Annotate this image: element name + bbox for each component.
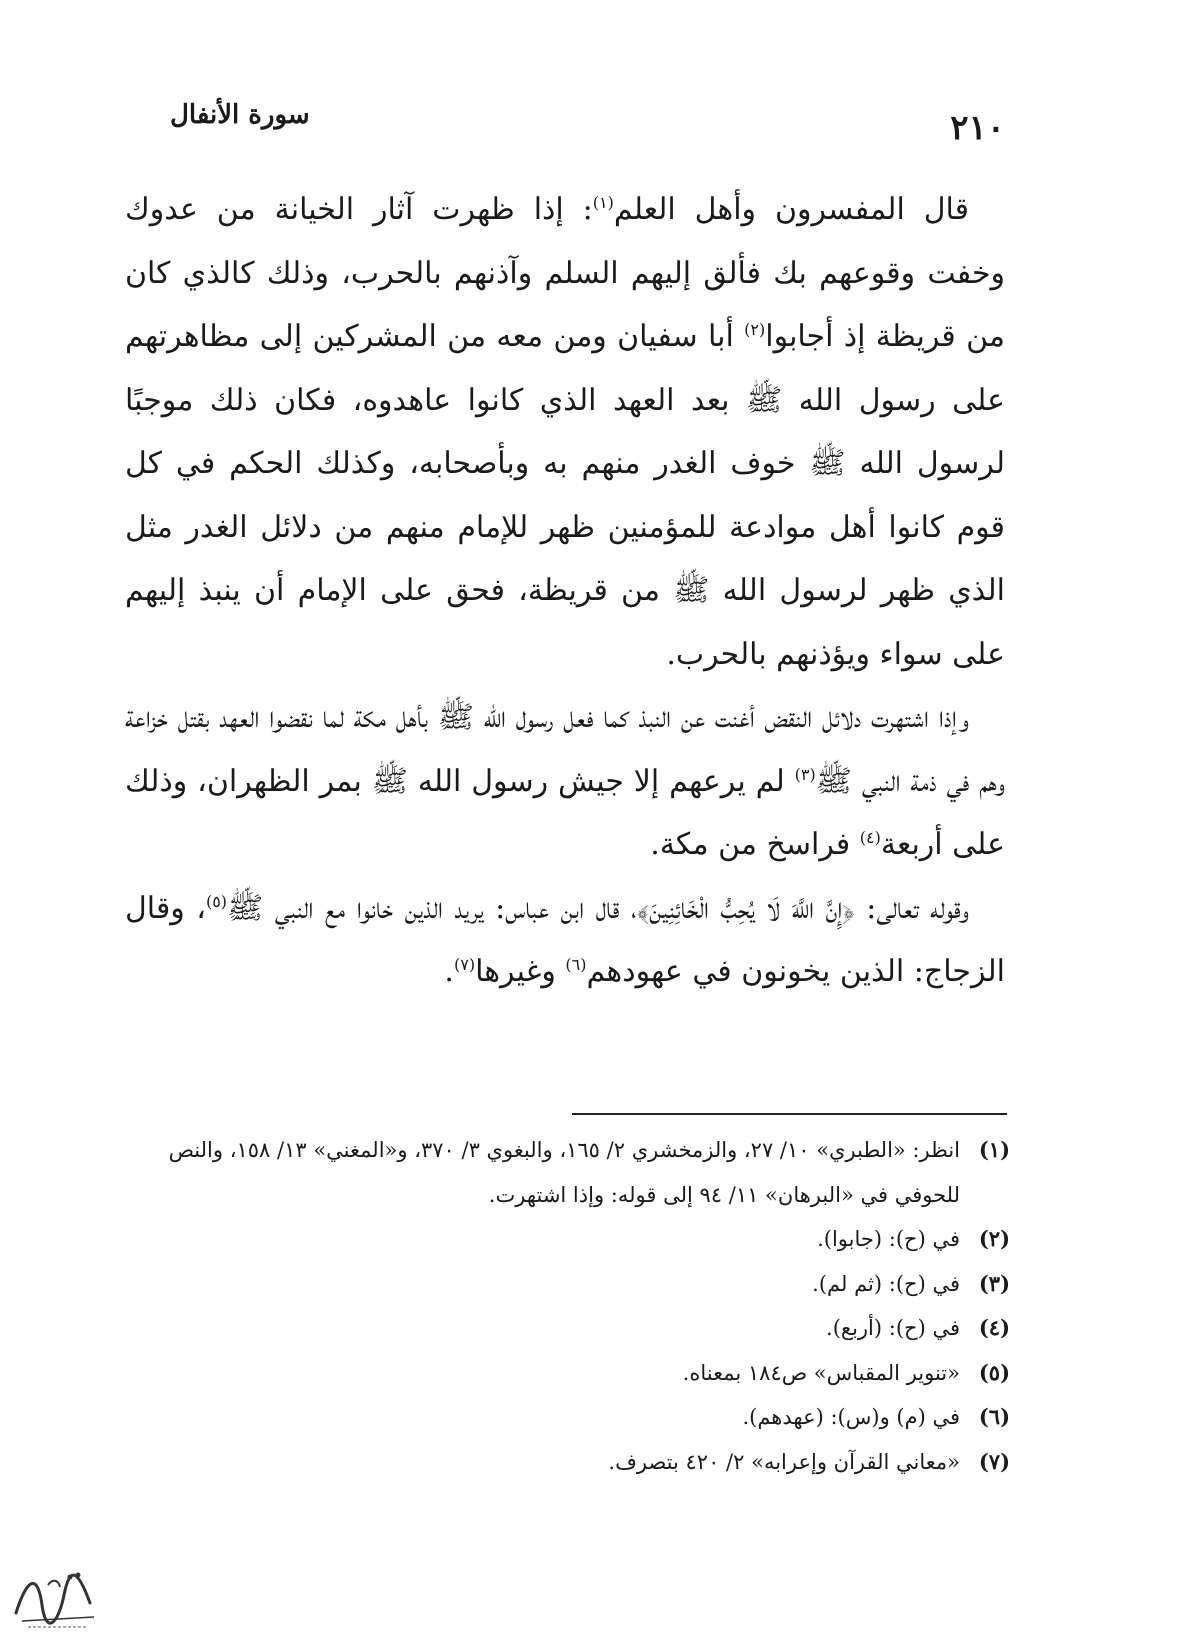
footnote-4 <box>135 1306 1010 1351</box>
footnote-ref-3[interactable]: (٣) <box>794 764 816 784</box>
footnote-1 <box>135 1128 1010 1217</box>
footnote-number: (٢) <box>978 1226 1010 1251</box>
main-text <box>125 178 1005 1004</box>
page-header <box>170 100 1005 160</box>
text-run: . <box>444 954 454 989</box>
text-run: ، وقال الزجاج: الذين يخونون في عهودهم <box>125 890 1005 989</box>
text-run: فراسخ من مكة. <box>650 827 860 862</box>
text-run: وإذا اشتهرت دلائل النقض أغنت عن النبذ كما فعل رسول الله ﷺ بأهل مكة لما نقضوا العهد بقتل خزاعة وهم في ذمة النبي ﷺ <box>125 700 1005 799</box>
footnote-ref-5[interactable]: (٥) <box>205 891 228 911</box>
footnote-text: «معاني القرآن وإعرابه» ٢/ ٤٢٠ بتصرف. <box>608 1449 960 1474</box>
footnote-ref-6[interactable]: (٦) <box>565 955 587 974</box>
footnote-text: في (ح): (أربع). <box>826 1316 960 1340</box>
paragraph-2 <box>125 686 1005 877</box>
footnote-text: في (ح): (ثم لم). <box>812 1271 960 1296</box>
surah-title: سورة الأنفال <box>170 100 310 130</box>
footnote-2 <box>135 1217 1010 1262</box>
footnote-3 <box>135 1262 1010 1307</box>
footnote-text: «تنوير المقباس» ص١٨٤ بمعناه. <box>682 1360 960 1385</box>
text-run: قال المفسرون وأهل العلم <box>613 192 969 227</box>
footnote-ref-7[interactable]: (٧) <box>453 955 476 974</box>
footnote-ref-1[interactable]: (١) <box>592 193 614 212</box>
footnote-number: (١) <box>978 1137 1010 1162</box>
text-run: وغيرها <box>475 954 566 989</box>
footnotes <box>135 1128 1010 1484</box>
text-run: وقوله تعالى: ﴿إِنَّ اللَّهَ لَا يُحِبُّ الْخَائِنِينَ﴾، قال ابن عباس: يريد الذين خانوا مع النبي ﷺ <box>227 890 970 926</box>
footnote-number: (٧) <box>978 1448 1010 1474</box>
stamp-calligraphy-icon <box>8 1555 103 1635</box>
footnote-number: (٦) <box>978 1404 1010 1429</box>
footnote-ref-2[interactable]: (٢) <box>744 320 766 339</box>
page-number: ٢١٠ <box>950 108 1005 148</box>
footnote-divider <box>572 1113 1007 1115</box>
footnote-text: انظر: «الطبري» ١٠/ ٢٧، والزمخشري ٢/ ١٦٥، والبغوي ٣/ ٣٧٠، و«المغني» ١٣/ ١٥٨، والنص للحوفي في «البرهان» ١١/ ٩٤ إلى قوله: وإذا اشتهرت. <box>168 1138 960 1207</box>
text-run: لم يرعهم إلا جيش رسول الله ﷺ بمر الظهران، وذلك على أربعة <box>125 763 1005 862</box>
paragraph-3 <box>125 877 1005 1004</box>
footnote-ref-4[interactable]: (٤) <box>859 828 881 847</box>
library-stamp-icon <box>8 1555 103 1635</box>
text-run: أبا سفيان ومن معه من المشركين إلى مظاهرتهم على رسول الله ﷺ بعد العهد الذي كانوا عاهدوه، فكان ذلك موجبًا لرسول الله ﷺ خوف الغدر منهم به وبأصحابه، وكذلك الحكم في كل قوم كانوا أهل موادعة للمؤمنين ظهر للإمام منهم من دلائل الغدر مثل الذي ظهر لرسول الله ﷺ من قريظة، فحق على الإمام أن ينبذ إليهم على سواء ويؤذنهم بالحرب. <box>125 319 1005 672</box>
footnote-text: في (ح): (جابوا). <box>817 1227 960 1251</box>
footnote-text: في (م) و(س): (عهدهم). <box>742 1405 960 1429</box>
footnote-number: (٥) <box>978 1359 1010 1385</box>
footnote-6 <box>135 1395 1010 1440</box>
paragraph-1 <box>125 178 1005 686</box>
footnote-7 <box>135 1440 1010 1485</box>
footnote-5 <box>135 1351 1010 1396</box>
text-run: : إذا ظهرت آثار الخيانة من عدوك وخفت وقوعهم بك فألق إليهم السلم وآذنهم بالحرب، وذلك كالذي كان من قريظة إذ أجابوا <box>125 192 1005 354</box>
footnote-number: (٤) <box>978 1315 1010 1340</box>
footnote-number: (٣) <box>978 1270 1010 1296</box>
